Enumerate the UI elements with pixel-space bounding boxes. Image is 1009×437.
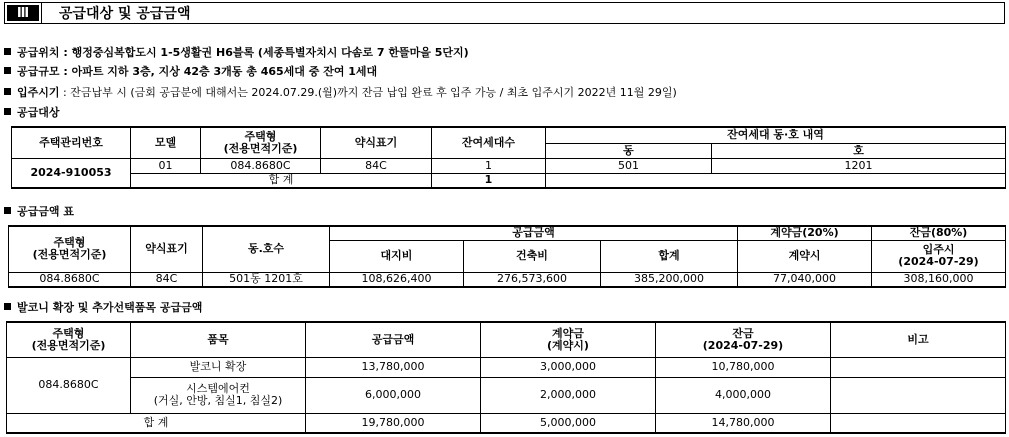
col-header-remain: 잔여세대수: [432, 127, 546, 158]
ho-cell: 1201: [712, 158, 1006, 173]
deposit-cell: 2,000,000: [481, 377, 656, 413]
price-cell: 13,780,000: [306, 357, 481, 377]
col-header-ho: 호: [712, 143, 1006, 158]
col-header-note: 비고: [831, 322, 1006, 357]
col-header-balance-sub: 입주시 (2024-07-29): [872, 240, 1006, 272]
type-cell: 084.8680C: [9, 272, 131, 287]
supply-scale: 아파트 지하 3층, 지상 42층 3개동 총 465세대 중 잔여 1세대: [71, 65, 378, 78]
supply-price-table: [8, 225, 1006, 288]
total-balance: 14,780,000: [656, 413, 831, 433]
col-header-model: 모델: [131, 127, 201, 158]
col-header-unit: 동.호수: [203, 226, 330, 272]
col-header-deposit-sub: 계약시: [738, 240, 872, 272]
deposit-cell: 3,000,000: [481, 357, 656, 377]
model-cell: 01: [131, 158, 201, 173]
bullet-square-icon: [4, 88, 11, 95]
bullet-square-icon: [4, 207, 11, 214]
col-header-price: 공급금액: [306, 322, 481, 357]
col-header-balance: 잔금(80%): [872, 226, 1006, 240]
dong-cell: 501: [546, 158, 712, 173]
total-deposit: 5,000,000: [481, 413, 656, 433]
col-header-abbr: 약식표기: [321, 127, 432, 158]
supply-location-line: 공급위치 : 행정중심복합도시 1-5생활권 H6블록 (세종특별자치시 다솜로 7 한뜰마을 5단지): [4, 44, 469, 60]
bullet-square-icon: [4, 67, 11, 74]
total-label: 합 계: [131, 173, 432, 188]
col-header-mgmt-no: 주택관리번호: [12, 127, 131, 158]
bullet-square-icon: [4, 108, 11, 115]
movein-line: 입주시기 : 잔금납부 시 (금회 공급분에 대해서는 2024.07.29.(월)까지 잔금 납입 완료 후 입주 가능 / 최초 입주시기 2022년 11월 29일): [4, 84, 677, 100]
sum-cell: 385,200,000: [601, 272, 738, 287]
bullet-square-icon: [4, 303, 11, 310]
total-empty: [546, 173, 1006, 188]
col-header-price: 공급금액: [330, 226, 738, 240]
col-header-type: 주택형 (전용면적기준): [9, 226, 131, 272]
build-cell: 276,573,600: [464, 272, 601, 287]
col-header-build: 건축비: [464, 240, 601, 272]
abbr-cell: 84C: [321, 158, 432, 173]
movein-value: 잔금납부 시 (금회 공급분에 대해서는 2024.07.29.(월)까지 잔금 납입 완료 후 입주 가능 / 최초 입주시기 2022년 11월 29일): [70, 86, 677, 99]
col-header-type: 주택형 (전용면적기준): [201, 127, 321, 158]
col-header-abbr: 약식표기: [131, 226, 203, 272]
mgmt-no-cell: 2024-910053: [12, 158, 131, 188]
balance-cell: 4,000,000: [656, 377, 831, 413]
col-header-deposit: 계약금(20%): [738, 226, 872, 240]
section-number: Ⅲ: [5, 3, 41, 23]
option-price-table: [6, 321, 1006, 434]
supply-target-heading: 공급대상: [4, 104, 60, 120]
col-header-land: 대지비: [330, 240, 464, 272]
unit-cell: 501동 1201호: [203, 272, 330, 287]
note-cell: [831, 377, 1006, 413]
section-title: 공급대상 및 공급금액: [59, 6, 191, 22]
col-header-item: 품목: [131, 322, 306, 357]
section-header: [4, 2, 1005, 24]
deposit-cell: 77,040,000: [738, 272, 872, 287]
col-header-dong: 동: [546, 143, 712, 158]
type-cell: 084.8680C: [201, 158, 321, 173]
total-note: [831, 413, 1006, 433]
balance-cell: 10,780,000: [656, 357, 831, 377]
remain-cell: 1: [432, 158, 546, 173]
col-header-balance: 잔금 (2024-07-29): [656, 322, 831, 357]
total-price: 19,780,000: [306, 413, 481, 433]
total-remain: 1: [432, 173, 546, 188]
supply-location: 행정중심복합도시 1-5생활권 H6블록 (세종특별자치시 다솜로 7 한뜰마을 5단지): [71, 46, 469, 59]
col-header-type: 주택형 (전용면적기준): [7, 322, 131, 357]
item-cell: 시스템에어컨 (거실, 안방, 침실1, 침실2): [131, 377, 306, 413]
col-header-sum: 합계: [601, 240, 738, 272]
type-cell: 084.8680C: [7, 357, 131, 413]
col-header-detail: 잔여세대 동·호 내역: [546, 127, 1006, 143]
col-header-deposit: 계약금 (계약시): [481, 322, 656, 357]
note-cell: [831, 357, 1006, 377]
abbr-cell: 84C: [131, 272, 203, 287]
total-label: 합 계: [7, 413, 306, 433]
bullet-square-icon: [4, 48, 11, 55]
item-cell: 발코니 확장: [131, 357, 306, 377]
land-cell: 108,626,400: [330, 272, 464, 287]
supply-target-table: [11, 126, 1006, 189]
supply-scale-line: 공급규모 : 아파트 지하 3층, 지상 42층 3개동 총 465세대 중 잔여 1세대: [4, 63, 377, 79]
balcony-heading: 발코니 확장 및 추가선택품목 공급금액: [4, 299, 202, 315]
price-table-heading: 공급금액 표: [4, 203, 74, 219]
price-cell: 6,000,000: [306, 377, 481, 413]
balance-cell: 308,160,000: [872, 272, 1006, 287]
